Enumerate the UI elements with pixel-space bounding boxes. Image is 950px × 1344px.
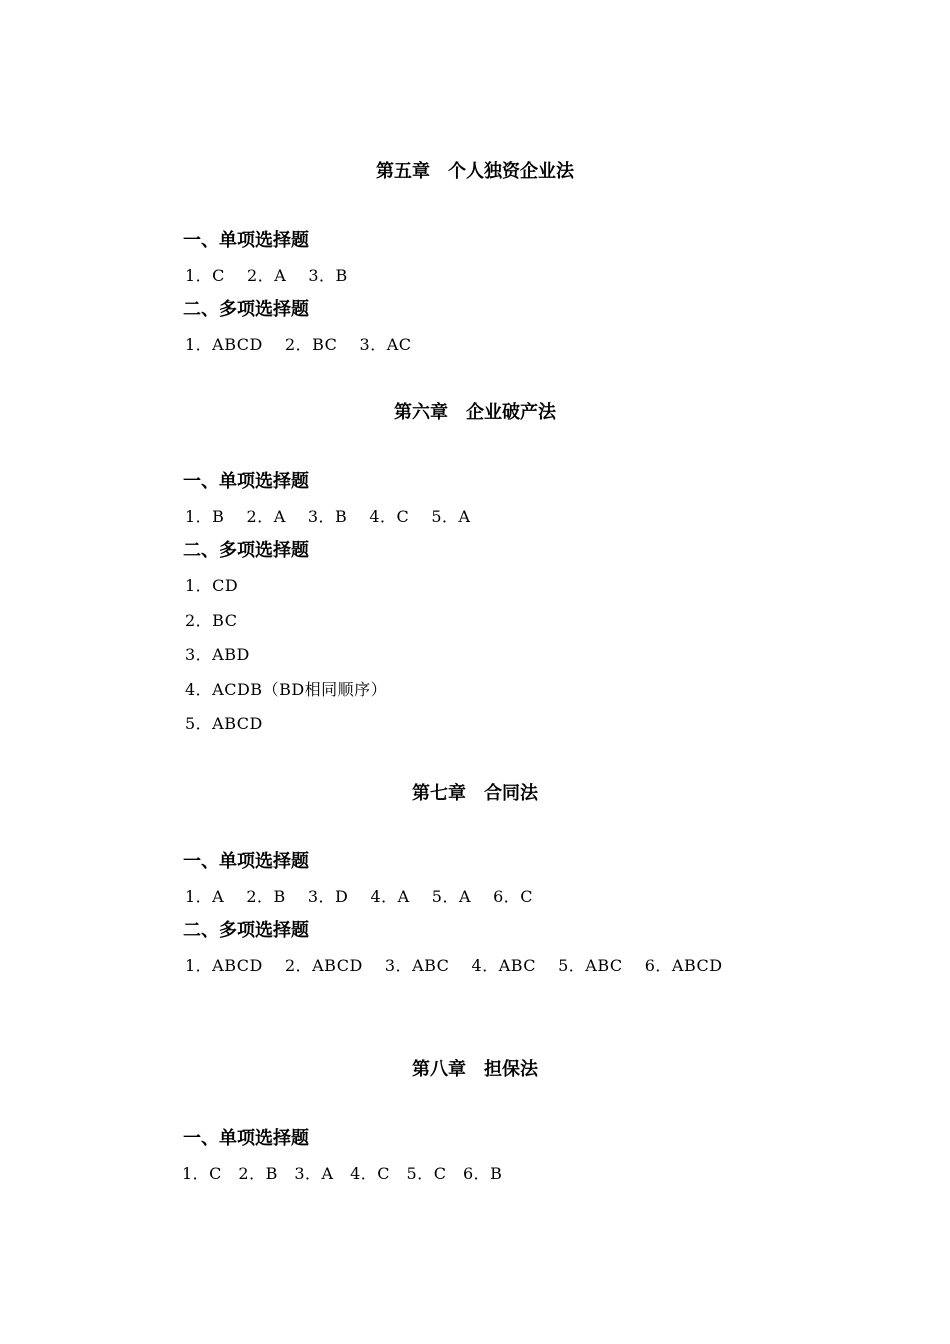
- chapter-7-multi-choice-answers: 1．ABCD 2．ABCD 3．ABC 4．ABC 5．ABC 6．ABCD: [185, 956, 723, 975]
- chapter-8-single-choice-heading: 一、单项选择题: [183, 1128, 309, 1149]
- chapter-6-multi-choice-item: 5．ABCD: [185, 714, 263, 733]
- chapter-7-single-choice-heading: 一、单项选择题: [183, 851, 309, 872]
- chapter-8-title: 第八章 担保法: [412, 1059, 538, 1080]
- chapter-5-multi-choice-answers: 1．ABCD 2．BC 3．AC: [185, 335, 412, 354]
- chapter-6-multi-choice-item: 1．CD: [185, 576, 239, 595]
- chapter-7-multi-choice-heading: 二、多项选择题: [183, 920, 309, 941]
- chapter-8-single-choice-answers: 1．C 2．B 3．A 4．C 5．C 6．B: [182, 1164, 503, 1183]
- chapter-6-multi-choice-item: 2．BC: [185, 611, 238, 630]
- chapter-6-title: 第六章 企业破产法: [394, 402, 556, 423]
- chapter-5-title: 第五章 个人独资企业法: [376, 161, 574, 182]
- chapter-6-multi-choice-item: 3．ABD: [185, 645, 250, 664]
- chapter-7-title: 第七章 合同法: [412, 783, 538, 804]
- chapter-6-multi-choice-heading: 二、多项选择题: [183, 540, 309, 561]
- chapter-5-single-choice-answers: 1．C 2．A 3．B: [185, 266, 348, 285]
- chapter-7-single-choice-answers: 1．A 2．B 3．D 4．A 5．A 6．C: [185, 887, 534, 906]
- chapter-6-multi-choice-item: 4．ACDB（BD相同顺序）: [185, 680, 388, 699]
- chapter-6-single-choice-heading: 一、单项选择题: [183, 471, 309, 492]
- chapter-6-single-choice-answers: 1．B 2．A 3．B 4．C 5．A: [185, 507, 471, 526]
- chapter-5-single-choice-heading: 一、单项选择题: [183, 230, 309, 251]
- chapter-5-multi-choice-heading: 二、多项选择题: [183, 299, 309, 320]
